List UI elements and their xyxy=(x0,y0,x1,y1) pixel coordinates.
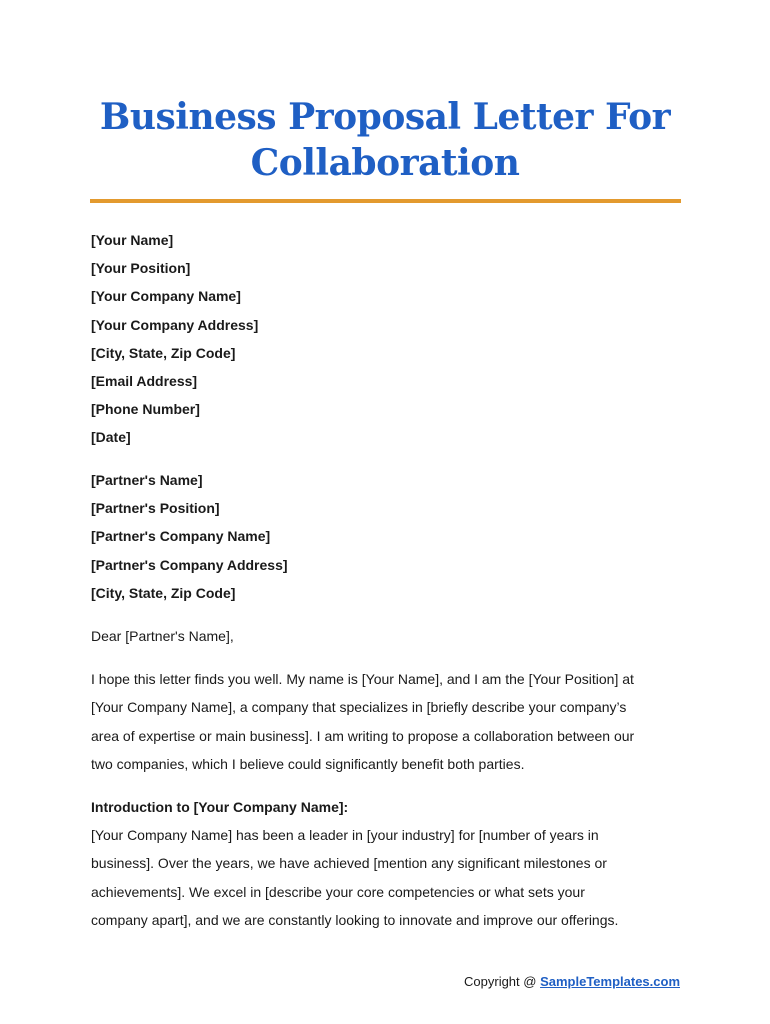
title-divider xyxy=(90,199,681,203)
sender-city-state-zip: [City, State, Zip Code] xyxy=(91,344,236,361)
partner-address-block xyxy=(91,466,288,607)
partner-position: [Partner's Position] xyxy=(91,500,220,517)
partner-name: [Partner's Name] xyxy=(91,472,203,488)
partner-city-state-zip: [City, State, Zip Code] xyxy=(91,584,236,601)
paragraph-line: I hope this letter finds you well. My name is [Your Name], and I am the [Your Position] at xyxy=(91,671,634,687)
partner-company-name: [Partner's Company Name] xyxy=(91,528,271,545)
partner-company-address: [Partner's Company Address] xyxy=(91,556,288,573)
letter-date: [Date] xyxy=(91,429,131,446)
sender-email: [Email Address] xyxy=(91,372,198,389)
sender-address-block xyxy=(91,226,258,452)
sender-phone: [Phone Number] xyxy=(91,401,200,418)
page-title xyxy=(60,94,710,186)
paragraph-line: [Your Company Name], a company that specializes in [briefly describe your company’s xyxy=(91,699,627,716)
sample-templates-link[interactable]: SampleTemplates.com xyxy=(540,974,680,989)
sender-position: [Your Position] xyxy=(91,260,191,277)
paragraph-line: two companies, which I believe could significantly benefit both parties. xyxy=(91,755,525,772)
section-heading: Introduction to [Your Company Name]: xyxy=(91,799,349,815)
sender-company-name: [Your Company Name] xyxy=(91,288,241,305)
paragraph-line: area of expertise or main business]. I am writing to propose a collaboration between our xyxy=(91,727,635,744)
copyright-footer xyxy=(464,972,680,992)
paragraph-line: business]. Over the years, we have achieved [mention any significant milestones or xyxy=(91,855,607,872)
salutation: Dear [Partner's Name], xyxy=(91,628,234,644)
paragraph-line: company apart], and we are constantly looking to innovate and improve our offerings. xyxy=(91,911,619,928)
sender-company-address: [Your Company Address] xyxy=(91,316,259,333)
company-paragraph xyxy=(91,821,691,934)
title-line-2: Collaboration xyxy=(250,142,520,184)
copyright-text: Copyright @ xyxy=(464,974,541,989)
sender-name: [Your Name] xyxy=(91,232,174,248)
paragraph-line: achievements]. We excel in [describe your core competencies or what sets your xyxy=(91,883,585,900)
title-line-1: Business Proposal Letter For xyxy=(99,96,671,138)
paragraph-line: [Your Company Name] has been a leader in [your industry] for [number of years in xyxy=(91,827,599,843)
intro-paragraph xyxy=(91,665,691,778)
